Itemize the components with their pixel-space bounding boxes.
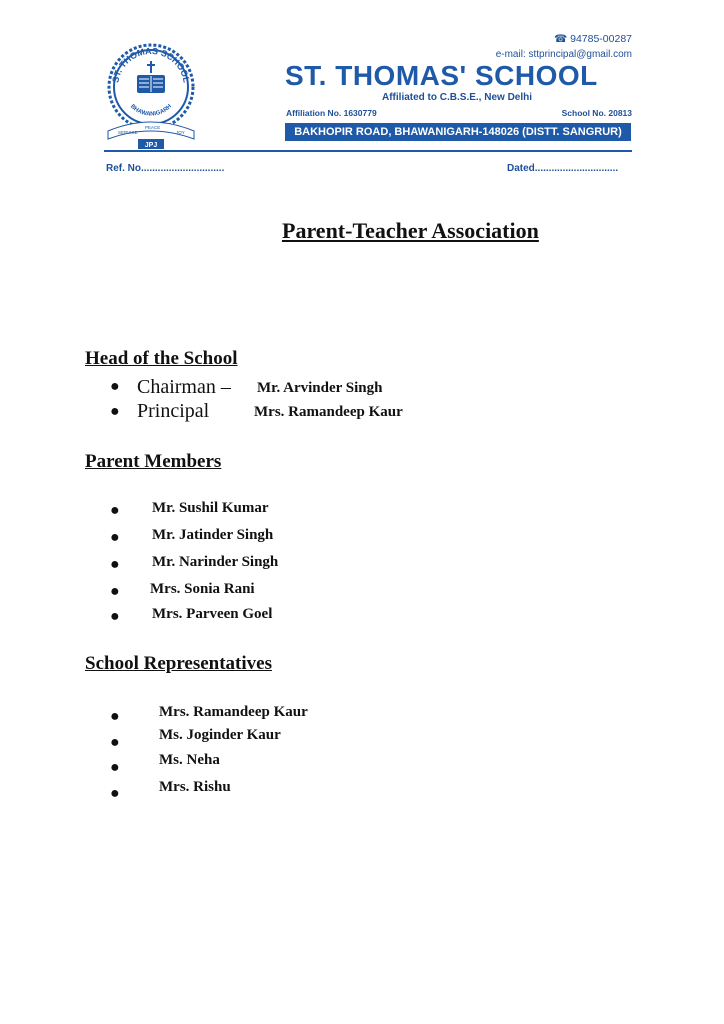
bullet-icon: ● xyxy=(110,785,120,802)
logo-motto-right: JOY xyxy=(176,130,185,135)
bullet-icon: ● xyxy=(110,403,120,420)
address-bar: BAKHOPIR ROAD, BHAWANIGARH-148026 (DISTT. SANGRUR) xyxy=(285,123,631,141)
school-representative: Mrs. Ramandeep Kaur xyxy=(159,704,308,720)
logo-ring-text: ST. THOMAS SCHOOL xyxy=(110,45,192,84)
school-name: ST. THOMAS' SCHOOL xyxy=(285,60,598,91)
page-title: Parent-Teacher Association xyxy=(282,218,539,243)
section-heading-head: Head of the School xyxy=(85,348,238,369)
affiliation-text: Affiliated to C.B.S.E., New Delhi xyxy=(382,92,533,103)
parent-member: Mrs. Sonia Rani xyxy=(150,581,255,597)
parent-member: Mr. Jatinder Singh xyxy=(152,527,274,543)
ref-number-field: Ref. No.............................. xyxy=(106,163,225,174)
logo-motto-left: SERVICE xyxy=(118,130,138,135)
parent-member: Mr. Narinder Singh xyxy=(152,554,279,570)
logo-motto-center: PEACE xyxy=(145,125,161,130)
section-heading-school: School Representatives xyxy=(85,653,272,674)
affiliation-number: Affiliation No. 1630779 xyxy=(286,108,377,118)
school-representative: Ms. Joginder Kaur xyxy=(159,727,281,743)
section-heading-parents: Parent Members xyxy=(85,451,222,472)
bullet-icon: ● xyxy=(110,608,120,625)
bullet-icon: ● xyxy=(110,583,120,600)
bullet-icon: ● xyxy=(110,759,120,776)
bullet-icon: ● xyxy=(110,378,120,395)
logo-initials: JPJ xyxy=(144,142,158,149)
school-representative: Ms. Neha xyxy=(159,752,220,768)
role-label: Chairman – xyxy=(137,376,231,398)
letterhead-divider xyxy=(104,150,632,152)
bullet-icon: ● xyxy=(110,708,120,725)
school-number: School No. 20813 xyxy=(561,108,632,118)
bullet-icon: ● xyxy=(110,734,120,751)
bullet-icon: ● xyxy=(110,502,120,519)
email-address[interactable]: e-mail: sttprincipal@gmail.com xyxy=(495,49,632,60)
school-representative: Mrs. Rishu xyxy=(159,779,231,795)
head-name: Mr. Arvinder Singh xyxy=(257,380,383,396)
role-label: Principal xyxy=(137,400,210,422)
bullet-icon: ● xyxy=(110,556,120,573)
head-name: Mrs. Ramandeep Kaur xyxy=(254,404,403,420)
parent-member: Mr. Sushil Kumar xyxy=(152,500,269,516)
school-logo xyxy=(104,43,198,155)
dated-field: Dated.............................. xyxy=(507,163,619,174)
phone-number: ☎ 94785-00287 xyxy=(554,33,632,45)
bullet-icon: ● xyxy=(110,529,120,546)
parent-member: Mrs. Parveen Goel xyxy=(152,606,273,622)
logo-bottom-ring-text: BHAWANIGARH xyxy=(128,103,174,118)
